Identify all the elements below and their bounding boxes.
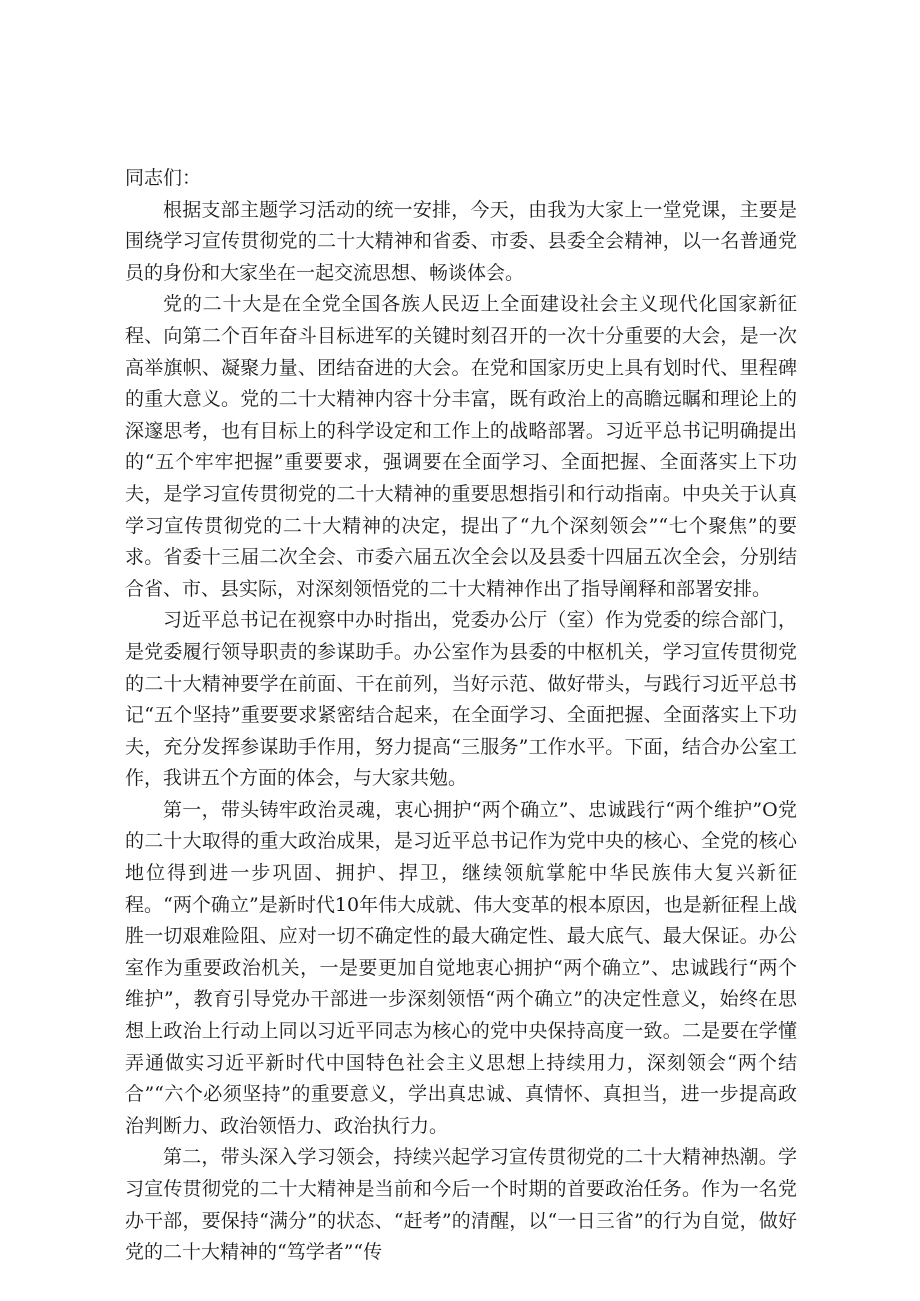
paragraph-intro: 根据支部主题学习活动的统一安排，今天，由我为大家上一堂党课，主要是围绕学习宣传贯彻党的二十大精神和省委、市委、县委全会精神，以一名普通党员的身份和大家坐在一起交流思想、畅谈体会。 <box>125 198 797 284</box>
paragraph-congress-significance: 党的二十大是在全党全国各族人民迈上全面建设社会主义现代化国家新征程、向第二个百年奋斗目标进军的关键时刻召开的一次十分重要的大会，是一次高举旗帜、凝聚力量、团结奋进的大会。在党和国家历史上具有划时代、里程碑的重大意义。党的二十大精神内容十分丰富，既有政治上的高瞻远瞩和理论上的深邃思考，也有目标上的科学设定和工作上的战略部署。习近平总书记明确提出的“五个牢牢把握”重要要求，强调要在全面学习、全面把握、全面落实上下功夫，是学习宣传贯彻党的二十大精神的重要思想指引和行动指南。中央关于认真学习宣传贯彻党的二十大精神的决定，提出了“九个深刻领会”“七个聚焦”的要求。省委十三届二次全会、市委六届五次全会以及县委十四届五次全会，分别结合省、市、县实际，对深刻领悟党的二十大精神作出了指导阐释和部署安排。 <box>125 293 797 600</box>
salutation: 同志们： <box>125 167 202 189</box>
paragraph-point-two: 第二，带头深入学习领会，持续兴起学习宣传贯彻党的二十大精神热潮。学习宣传贯彻党的二十大精神是当前和今后一个时期的首要政治任务。作为一名党办干部，要保持“满分”的状态、“赶考”的清醒，以“一日三省”的行为自觉，做好党的二十大精神的“笃学者”“传 <box>125 1146 797 1264</box>
document-body <box>125 163 797 1269</box>
paragraph-point-one: 第一，带头铸牢政治灵魂，衷心拥护“两个确立”、忠诚践行“两个维护”O党的二十大取得的重大政治成果，是习近平总书记作为党中央的核心、全党的核心地位得到进一步巩固、拥护、捍卫，继续领航掌舵中华民族伟大复兴新征程。“两个确立”是新时代10年伟大成就、伟大变革的根本原因，也是新征程上战胜一切艰难险阻、应对一切不确定性的最大确定性、最大底气、最大保证。办公室作为重要政治机关，一是要更加自觉地衷心拥护“两个确立”、忠诚践行“两个维护”，教育引导党办干部进一步深刻领悟“两个确立”的决定性意义，始终在思想上政治上行动上同以习近平同志为核心的党中央保持高度一致。二是要在学懂弄通做实习近平新时代中国特色社会主义思想上持续用力，深刻领会“两个结合”“六个必须坚持”的重要意义，学出真忠诚、真情怀、真担当，进一步提高政治判断力、政治领悟力、政治执行力。 <box>125 798 797 1137</box>
paragraph-office-role: 习近平总书记在视察中办时指出，党委办公厅（室）作为党委的综合部门，是党委履行领导职责的参谋助手。办公室作为县委的中枢机关，学习宣传贯彻党的二十大精神要学在前面、干在前列，当好示范、做好带头，与践行习近平总书记“五个坚持”重要要求紧密结合起来，在全面学习、全面把握、全面落实上下功夫，充分发挥参谋助手作用，努力提高“三服务”工作水平。下面，结合办公室工作，我讲五个方面的体会，与大家共勉。 <box>125 609 797 790</box>
